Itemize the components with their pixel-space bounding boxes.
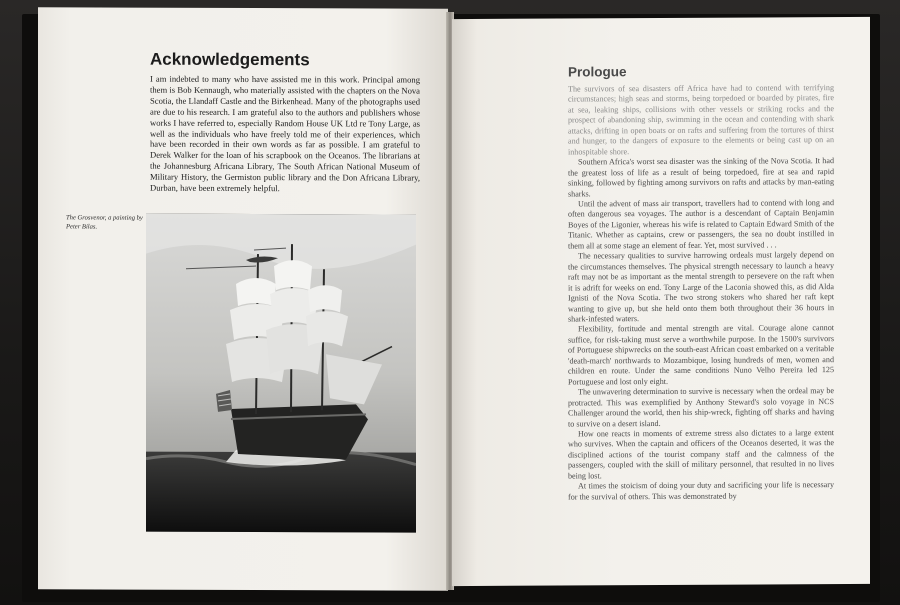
prologue-paragraph: How one reacts in moments of extreme stress also dictates to a large extent who survives. When the captain and officers of the Oceanos deserted, it was the disciplined actions of the tourist company staff and the calmness of the passengers, coupled with the skill of military personnel, that resulted in no lives being lost. (568, 428, 834, 481)
acknowledgements-heading: Acknowledgements (150, 49, 310, 70)
sailing-ship-illustration (146, 214, 416, 533)
prologue-paragraph: Southern Africa's worst sea disaster was the sinking of the Nova Scotia. It had the greatest loss of life as a result of being torpedoed, fire at sea and rapid sinking, followed by fighting among survivors on rafts and attacks by man-eating sharks. (568, 156, 834, 199)
right-page (452, 17, 870, 586)
acknowledgements-text (150, 74, 420, 195)
prologue-paragraph: Flexibility, fortitude and mental strength are vital. Courage alone cannot suffice, for risk-taking must serve a worthwhile purpose. In the 1500's survivors of Portuguese shipwrecks on the south-east African coast embarked on a veritable 'death-march' northwards to Mozambique, losing hundreds of men, women and children en route. Under the same conditions Nuno Velho Pereira led 125 Portuguese and lost only eight. (568, 323, 834, 387)
acknowledgements-paragraph: I am indebted to many who have assisted me in this work. Principal among them is Bob Kennaugh, who materially assisted with the chapters on the Nova Scotia, the Llandaff Castle and the Birkenhead. Many of the photographs used are due to his research. I am grateful also to the authors and publishers whose works I have referred to, especially Random House UK Ltd re Tony Large, as well as the individuals who have freely told me of their experiences, which have been recorded in their own words as far as possible. I am grateful to Derek Walker for the loan of his scrapbook on the Oceanos. The librarians at the Johannesburg Africana Library, The South African National Museum of Military History, the Germiston public library and the Don Africana Library, Durban, have been extremely helpful. (150, 73, 420, 194)
left-page (38, 7, 448, 590)
prologue-paragraph: Until the advent of mass air transport, travellers had to contend with long and often dangerous sea voyages. The author is a descendant of Captain Benjamin Boyes of the Ligonier, whereas his wife is related to Captain Edward Smith of the Titanic. Whether as captains, crew or passengers, the sea no doubt instilled in them all at some stage an element of fear. Yet, most survived . . . (568, 198, 834, 251)
prologue-paragraph: The unwavering determination to survive is necessary when the ordeal may be protracted. This was exemplified by Anthony Steward's solo voyage in NCS Challenger around the world, then his ship-wreck, fighting off sharks and having to survive on a desert island. (568, 386, 834, 428)
ship-painting-image (146, 214, 416, 533)
prologue-paragraph: At times the stoicism of doing your duty and sacrificing your life is necessary for the survival of others. This was demonstrated by (568, 480, 834, 502)
prologue-paragraph: The survivors of sea disasters off Africa have had to contend with terrifying circumstances; high seas and storms, being torpedoed or boarded by pirates, fire at sea, leaking ships, collisions with other vessels or striking rocks and the prospect of abandoning ship, swimming in the ocean and contending with shark attacks, drifting in open boats or on rafts and suffering from the tortures of thirst and hunger, to the dangers of exposure to the elements or being cast up on an inhospitable shore. (568, 83, 834, 157)
prologue-heading: Prologue (568, 64, 627, 80)
photo-caption: The Grosvenor, a painting by Peter Bilas. (66, 214, 143, 230)
prologue-paragraph: The necessary qualities to survive harrowing ordeals must largely depend on the circumstances themselves. The physical strength necessary to launch a heavy raft may not be as important as the mental strength to persevere on the raft when it is adrift for weeks on end. Tony Large of the Laconia showed this, as did Alda Ignisti of the Nova Scotia. The two strong stokers who shared her raft kept wanting to give up, but she held onto them both throughout their 36 hours in shark-infested waters. (568, 250, 834, 324)
prologue-text (568, 83, 834, 503)
